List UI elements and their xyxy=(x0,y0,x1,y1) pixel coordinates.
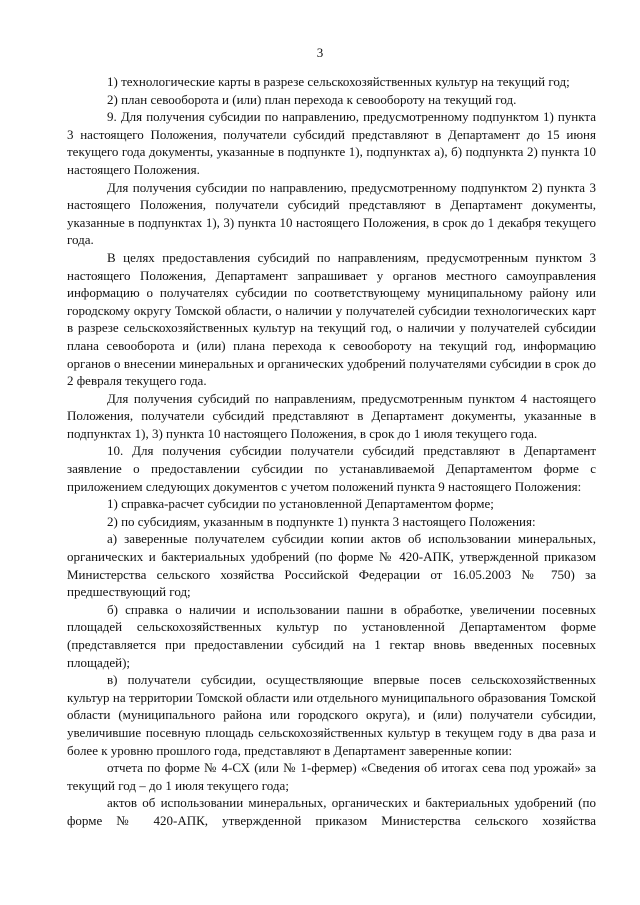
paragraph: 2) план севооборота и (или) план перехода к севообороту на текущий год. xyxy=(107,91,517,107)
paragraph: отчета по форме № 4-СХ (или № 1-фермер) «Сведения об итогах сева под урожай» за текущий год – до 1 июля текущего года; xyxy=(67,760,596,793)
paragraph: в) получатели субсидии, осуществляющие впервые посев сельскохозяйственных культур на территории Томской области или отдельного муниципального образования Томской области (муниципального района или городского округа), и (или) получатели субсидии, увеличившие посевную площадь сельскохозяйственных культур в текущем году в два раза и более к уровню прошлого года, представляют в Департамент заверенные копии: xyxy=(67,672,596,758)
page-number: 3 xyxy=(316,45,324,60)
paragraph: Для получения субсидий по направлениям, предусмотренным пунктом 4 настоящего Положения, получатели субсидий представляют в Департамент документы, указанные в подпунктах 1), 3) пункта 10 настоящего Положения, в срок до 1 июля текущего года. xyxy=(67,390,596,441)
paragraph: В целях предоставления субсидий по направлениям, предусмотренным пунктом 3 настоящего Положения, Департамент запрашивает у органов местного самоуправления информацию о получателях субсидии по соответствующему муниципальному району или городскому округу Томской области, о наличии у получателей субсидии технологических карт в разрезе сельскохозяйственных культур на текущий год, о наличии у получателей субсидии плана севооборота и (или) плана перехода к севообороту на текущий год, информацию органов о внесении минеральных и органических удобрений получателями субсидии в срок до 2 февраля текущего года. xyxy=(67,249,596,389)
paragraph: актов об использовании минеральных, органических и бактериальных удобрений (по форме № 420-АПК, утвержденной приказом Министерства сельского хозяйства xyxy=(67,795,596,828)
paragraph: 1) справка-расчет субсидии по установленной Департаментом форме; xyxy=(107,496,494,512)
paragraph: 10. Для получения субсидии получатели субсидий представляют в Департамент заявление о предоставлении субсидии по устанавливаемой Департаментом форме с приложением следующих документов с учетом положений пункта 9 настоящего Положения: xyxy=(67,443,596,494)
paragraph: 1) технологические карты в разрезе сельскохозяйственных культур на текущий год; xyxy=(107,74,570,89)
paragraph: 2) по субсидиям, указанным в подпункте 1) пункта 3 настоящего Положения: xyxy=(107,513,536,529)
paragraph: б) справка о наличии и использовании пашни в обработке, увеличении посевных площадей сельскохозяйственных культур по установленной Департаментом форме (представляется при предоставлении субсидий на 1 гектар вновь введенных посевных площадей); xyxy=(67,601,596,670)
document-body xyxy=(67,73,596,830)
paragraph: 9. Для получения субсидии по направлению, предусмотренному подпунктом 1) пункта 3 настоящего Положения, получатели субсидий представляют в Департамент до 15 июня текущего года документы, указанные в подпункте 1), подпунктах а), б) подпункта 2) пункта 10 настоящего Положения. xyxy=(67,109,596,177)
paragraph: Для получения субсидии по направлению, предусмотренному подпунктом 2) пункта 3 настоящего Положения, получатели субсидий представляют в Департамент документы, указанные в подпунктах 1), 3) пункта 10 настоящего Положения, в срок до 1 декабря текущего года. xyxy=(67,179,596,248)
paragraph: а) заверенные получателем субсидии копии актов об использовании минеральных, органических и бактериальных удобрений (по форме № 420-АПК, утвержденной приказом Министерства сельского хозяйства Российской Федерации от 16.05.2003 № 750) за предшествующий год; xyxy=(67,531,596,600)
